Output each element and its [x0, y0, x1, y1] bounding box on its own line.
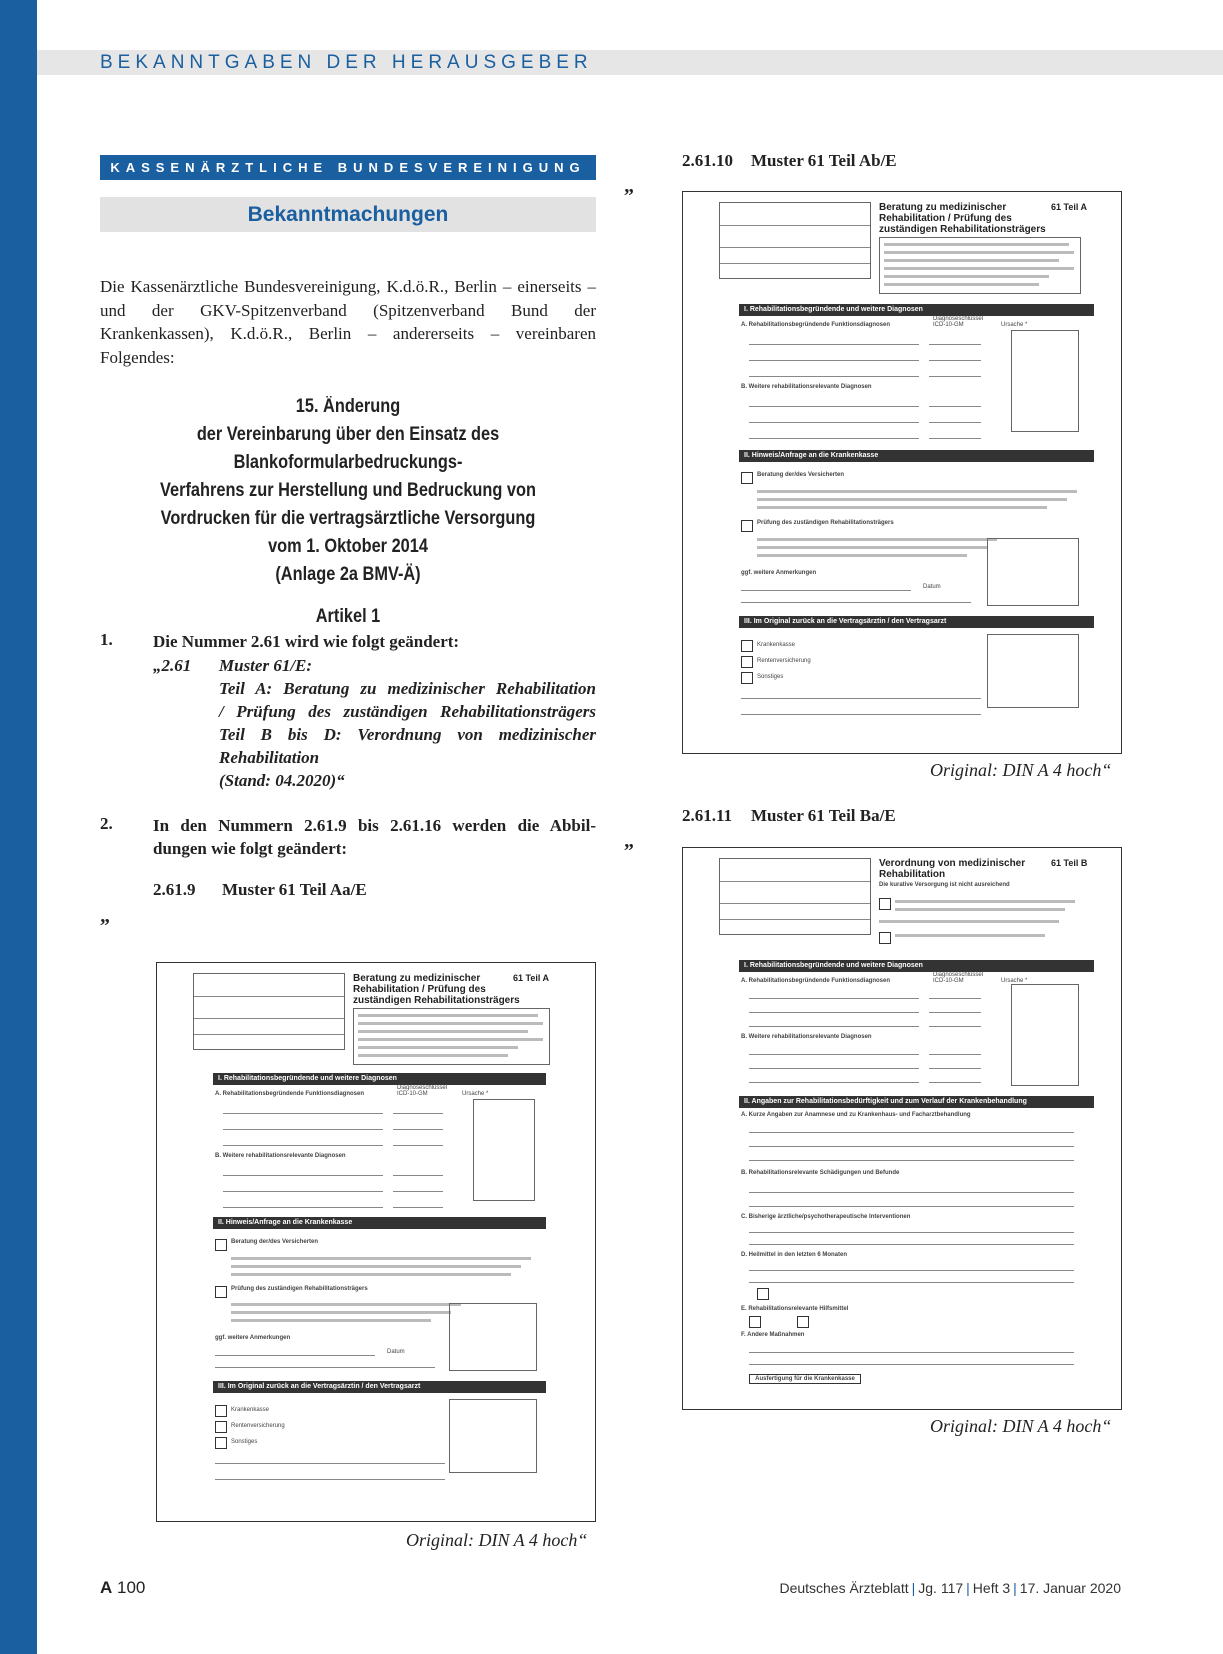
checkbox-icon: [757, 1288, 769, 1300]
open-quote: „: [624, 175, 634, 197]
sub-line: Rehabilitation: [219, 748, 320, 767]
hint-box: [353, 1008, 550, 1065]
form-code: 61 Teil B: [1051, 858, 1088, 868]
patient-field: [193, 973, 345, 1050]
form-label: ggf. weitere Anmerkungen: [215, 1335, 291, 1341]
patient-field: [719, 202, 871, 279]
patient-field: [719, 858, 871, 935]
page-number: A 100: [100, 1578, 146, 1597]
checkbox-icon: [741, 656, 753, 668]
form-label: Beratung der/des Versicherten: [231, 1239, 319, 1245]
checkbox-icon: [741, 520, 753, 532]
form-label: A. Kurze Angaben zur Anamnese und zu Krankenhaus- und Facharztbehandlung: [741, 1112, 971, 1118]
section-number: 2.61.9: [153, 880, 196, 899]
form-thumbnail-ab: [682, 191, 1122, 754]
title-line: Vordrucken für die vertragsärztliche Versorgung: [160, 508, 536, 529]
form-section-heading: I. Rehabilitationsbegründende und weitere Diagnosen: [739, 304, 1094, 316]
stamp-box: [449, 1399, 537, 1473]
title-line: (Anlage 2a BMV-Ä): [275, 564, 421, 585]
form-label: Krankenkasse: [757, 642, 796, 648]
form-label: A. Rehabilitationsbegründende Funktionsdiagnosen: [741, 978, 891, 984]
checkbox-icon: [215, 1405, 227, 1417]
sub-title: Muster 61/E:: [219, 656, 313, 675]
item-text: In den Nummern 2.61.9 bis 2.61.16 werden die Abbil-: [153, 816, 596, 835]
form-label: Datum: [923, 584, 941, 590]
section-title: Muster 61 Teil Ab/E: [751, 151, 897, 170]
form-label: Beratung der/des Versicherten: [757, 472, 845, 478]
banner-title: Bekanntmachungen: [100, 197, 596, 232]
form-section-heading: III. Im Original zurück an die Vertragsärztin / den Vertragsarzt: [739, 616, 1094, 628]
form-label: B. Weitere rehabilitationsrelevante Diagnosen: [741, 1034, 872, 1040]
form-section-heading: I. Rehabilitationsbegründende und weitere Diagnosen: [739, 960, 1094, 972]
form-label: Ursache *: [1001, 322, 1028, 328]
form-label: Ursache *: [1001, 978, 1028, 984]
form-label: Ursache *: [462, 1091, 489, 1097]
form-label: A. Rehabilitationsbegründende Funktionsdiagnosen: [741, 322, 891, 328]
hint-box: [879, 237, 1081, 294]
figure-caption: Original: DIN A 4 hoch“: [930, 760, 1112, 780]
section-title: Muster 61 Teil Aa/E: [222, 880, 367, 899]
form-subtitle: Die kurative Versorgung ist nicht ausreichend: [879, 882, 1010, 888]
form-title: Beratung zu medizinischer Rehabilitation / Prüfung des zuständigen Rehabilitationsträgers: [879, 202, 1046, 235]
form-section-heading: II. Angaben zur Rehabilitationsbedürftigkeit und zum Verlauf der Krankenbehandlung: [739, 1096, 1094, 1108]
form-section-heading: II. Hinweis/Anfrage an die Krankenkasse: [739, 450, 1094, 462]
journal-info: Deutsches Ärzteblatt | Jg. 117 | Heft 3 | 17. Januar 2020: [779, 1580, 1121, 1596]
form-label: Rentenversicherung: [757, 658, 811, 664]
checkbox-icon: [749, 1316, 761, 1328]
form-label: A. Rehabilitationsbegründende Funktionsdiagnosen: [215, 1091, 365, 1097]
stamp-box: [449, 1303, 537, 1371]
form-title: Verordnung von medizinischer Rehabilitation: [879, 858, 1026, 880]
checkbox-icon: [741, 672, 753, 684]
agreement-title: [135, 393, 562, 589]
sub-line: Teil A: Beratung zu medizinischer Rehabilitation: [219, 679, 596, 698]
stamp-box: [987, 538, 1079, 606]
org-banner: KASSENÄRZTLICHE BUNDESVEREINIGUNG: [100, 155, 596, 180]
legend-box: [1011, 984, 1079, 1086]
sub-number: „2.61: [153, 656, 192, 675]
open-quote: „: [100, 905, 110, 927]
form-code: 61 Teil A: [1051, 202, 1088, 212]
checkbox-icon: [879, 898, 891, 910]
checkbox-icon: [215, 1239, 227, 1251]
form-title: Beratung zu medizinischer Rehabilitation / Prüfung des zuständigen Rehabilitationsträgers: [353, 973, 520, 1006]
title-line: Blankoformularbedruckungs-: [233, 452, 463, 473]
open-quote: „: [624, 830, 634, 852]
checkbox-icon: [879, 932, 891, 944]
form-thumbnail-ba: [682, 847, 1122, 1410]
form-section-heading: II. Hinweis/Anfrage an die Krankenkasse: [213, 1217, 546, 1229]
form-section-heading: I. Rehabilitationsbegründende und weitere Diagnosen: [213, 1073, 546, 1085]
checkbox-icon: [215, 1437, 227, 1449]
form-label: ggf. weitere Anmerkungen: [741, 570, 817, 576]
form-label: Diagnoseschlüssel ICD-10-GM: [933, 972, 984, 984]
form-label: E. Rehabilitationsrelevante Hilfsmittel: [741, 1306, 849, 1312]
form-label: Rentenversicherung: [231, 1423, 285, 1429]
intro-paragraph: Die Kassenärztliche Bundesvereinigung, K.d.ö.R., Berlin – einerseits – und der GKV-Spitzenverband (Spitzenverband Bund der Krankenkassen), K.d.ö.R., Berlin – andererseits – vereinbaren Folgendes:: [100, 277, 596, 367]
form-label: Diagnoseschlüssel ICD-10-GM: [397, 1085, 448, 1097]
form-label: B. Weitere rehabilitationsrelevante Diagnosen: [215, 1153, 346, 1159]
title-line: vom 1. Oktober 2014: [268, 536, 428, 557]
legend-box: [1011, 330, 1079, 432]
section-label: BEKANNTGABEN DER HERAUSGEBER: [100, 52, 593, 73]
sub-line: (Stand: 04.2020)“: [219, 771, 345, 790]
form-label: Diagnoseschlüssel ICD-10-GM: [933, 316, 984, 328]
title-line: Verfahrens zur Herstellung und Bedruckung von: [160, 480, 536, 501]
form-label: Krankenkasse: [231, 1407, 270, 1413]
item-text: dungen wie folgt geändert:: [153, 839, 348, 858]
title-line: 15. Änderung: [295, 396, 401, 417]
form-label: Datum: [387, 1349, 405, 1355]
sub-line: Teil B bis D: Verordnung von medizinischer: [219, 725, 596, 744]
legend-box: [473, 1099, 535, 1201]
figure-caption: Original: DIN A 4 hoch“: [930, 1416, 1112, 1436]
form-label: B. Weitere rehabilitationsrelevante Diagnosen: [741, 384, 872, 390]
sub-line: / Prüfung des zuständigen Rehabilitationsträgers: [219, 702, 596, 721]
sidebar-stripe: [0, 0, 37, 1654]
form-thumbnail-aa: [156, 962, 596, 1522]
checkbox-icon: [215, 1421, 227, 1433]
form-label: F. Andere Maßnahmen: [741, 1332, 805, 1338]
checkbox-icon: [215, 1286, 227, 1298]
section-number: 2.61.11: [682, 806, 733, 825]
stamp-box: [987, 634, 1079, 708]
item-text: Die Nummer 2.61 wird wie folgt geändert:: [153, 632, 460, 651]
artikel-heading: Artikel 1: [315, 606, 381, 627]
form-label: Sonstiges: [231, 1439, 258, 1445]
item-number: 1.: [100, 630, 113, 649]
figure-caption: Original: DIN A 4 hoch“: [406, 1530, 588, 1550]
form-label: Prüfung des zuständigen Rehabilitationsträgers: [231, 1286, 368, 1292]
form-label: D. Heilmittel in den letzten 6 Monaten: [741, 1252, 848, 1258]
title-line: der Vereinbarung über den Einsatz des: [196, 424, 500, 445]
item-number: 2.: [100, 814, 113, 833]
checkbox-icon: [797, 1316, 809, 1328]
form-section-heading: III. Im Original zurück an die Vertragsärztin / den Vertragsarzt: [213, 1381, 546, 1393]
form-label: Sonstiges: [757, 674, 784, 680]
section-number: 2.61.10: [682, 151, 733, 170]
form-label: C. Bisherige ärztliche/psychotherapeutische Interventionen: [741, 1214, 911, 1220]
form-label: B. Rehabilitationsrelevante Schädigungen und Befunde: [741, 1170, 900, 1176]
ausfertigung-label: Ausfertigung für die Krankenkasse: [749, 1374, 861, 1384]
checkbox-icon: [741, 640, 753, 652]
form-code: 61 Teil A: [513, 973, 550, 983]
section-title: Muster 61 Teil Ba/E: [751, 806, 896, 825]
form-label: Prüfung des zuständigen Rehabilitationsträgers: [757, 520, 894, 526]
checkbox-icon: [741, 472, 753, 484]
